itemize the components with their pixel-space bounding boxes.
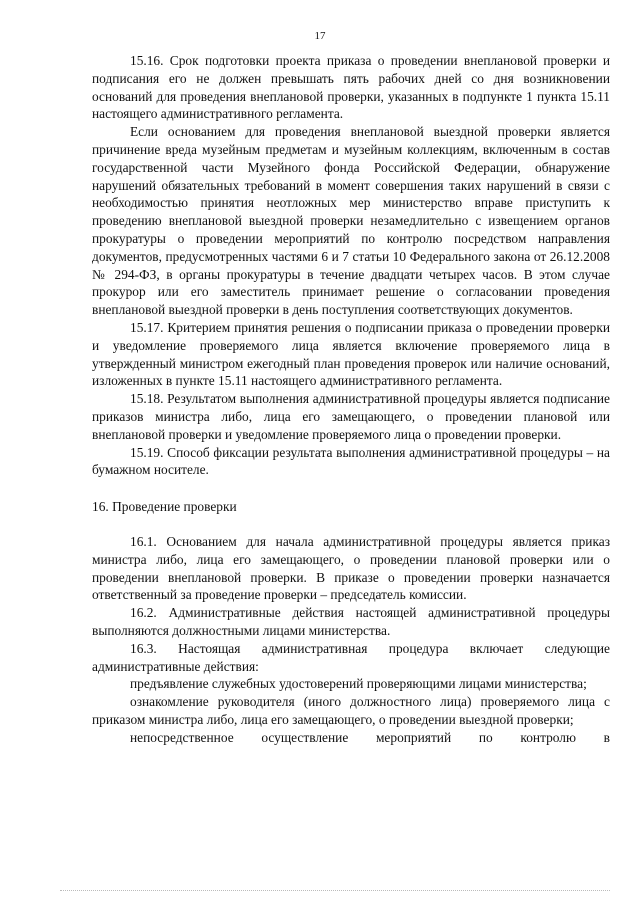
scan-bottom-edge <box>60 890 610 891</box>
section-heading: 16. Проведение проверки <box>92 499 237 515</box>
document-body <box>92 52 610 746</box>
paragraph-15-17: 15.17. Критерием принятия решения о подписании приказа о проведении проверки и уведомление проверяемого лица является включение проверяемого лица в утвержденный министром ежегодный план проведения проверок или наличие оснований, изложенных в пункте 15.11 настоящего административного регламента. <box>92 319 610 389</box>
paragraph-15-18: 15.18. Результатом выполнения административной процедуры является подписание приказов министра либо, лица его замещающего, о проведении плановой или внеплановой проверки и уведомление проверяемого лица о проведении проверки. <box>92 391 610 442</box>
paragraph-15-19: 15.19. Способ фиксации результата выполнения административной процедуры – на бумажном носителе. <box>92 444 610 478</box>
page-number: 17 <box>314 30 326 42</box>
list-item-credentials: предъявление служебных удостоверений проверяющими лицами министерства; <box>130 676 587 692</box>
list-item-familiarization: ознакомление руководителя (иного должностного лица) проверяемого лица с приказом министра либо, лица его замещающего, о проведении выездной проверки; <box>92 694 610 727</box>
paragraph-urgent-inspection: Если основанием для проведения внеплановой выездной проверки является причинение вреда музейным предметам и музейным коллекциям, включенным в состав государственной части Музейного фонда Российской Федерации, обнаружение нарушений обязательных требований в момент совершения таких нарушений в связи с необходимостью принятия неотложных мер министерство вправе приступить к проведению внеплановой выездной проверки незамедлительно с извещением органов прокуратуры о проведении мероприятий по контролю посредством направления документов, предусмотренных частями 6 и 7 статьи 10 Федерального закона от 26.12.2008 № 294-ФЗ, в органы прокуратуры в течение двадцати четырех часов. В этом случае прокурор или его заместитель принимает решение о согласовании проведения внеплановой выездной проверки в день поступления соответствующих документов. <box>92 124 610 318</box>
paragraph-16-1: 16.1. Основанием для начала административной процедуры является приказ министра либо, лица его замещающего, о проведении плановой проверки или о проведении внеплановой проверки. В приказе о проведении проверки назначается ответственный за проведение проверки – председатель комиссии. <box>92 533 610 603</box>
paragraph-16-2: 16.2. Административные действия настоящей административной процедуры выполняются должностными лицами министерства. <box>92 605 610 638</box>
paragraph-16-3: 16.3. Настоящая административная процедура включает следующие административные действия: <box>92 640 610 674</box>
paragraph-15-16: 15.16. Срок подготовки проекта приказа о проведении внеплановой проверки и подписания его не должен превышать пять рабочих дней со дня возникновении оснований для проведения внеплановой проверки, указанных в подпункте 1 пункта 15.11 настоящего административного регламента. <box>92 53 610 122</box>
list-item-control-measures: непосредственное осуществление мероприятий по контролю в <box>130 729 610 745</box>
